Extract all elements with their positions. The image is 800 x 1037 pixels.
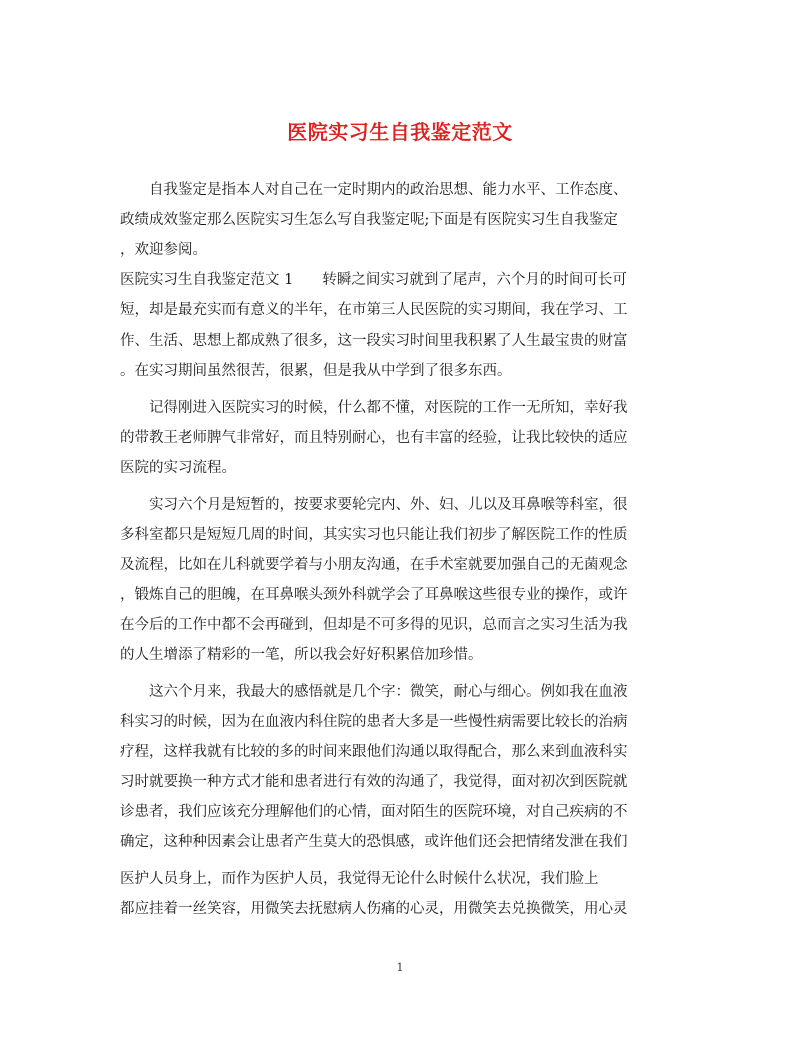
body-line: 自我鉴定是指本人对自己在一定时期内的政治思想、能力水平、工作态度、 <box>149 182 628 198</box>
body-line: 作、生活、思想上都成熟了很多，这一段实习时间里我积累了人生最宝贵的财富 <box>120 333 628 349</box>
body-line: 短，却是最充实而有意义的半年，在市第三人民医院的实习期间，我在学习、工 <box>120 302 628 318</box>
body-line: 习时就要换一种方式才能和患者进行有效的沟通了，我觉得，面对初次到医院就 <box>120 774 628 790</box>
body-line: 诊患者，我们应该充分理解他们的心情，面对陌生的医院环境，对自己疾病的不 <box>120 804 628 820</box>
body-line: 的人生增添了精彩的一笔，所以我会好好积累倍加珍惜。 <box>120 647 483 663</box>
body-line: 多科室都只是短短几周的时间，其实实习也只能让我们初步了解医院工作的性质 <box>120 527 628 543</box>
body-line: 疗程，这样我就有比较的多的时间来跟他们沟通以取得配合，那么来到血液科实 <box>120 744 628 760</box>
body-line: 医护人员身上，而作为医护人员，我觉得无论什么时候什么状况，我们脸上 <box>120 871 599 887</box>
body-line: 实习六个月是短暂的，按要求要轮完内、外、妇、儿以及耳鼻喉等科室，很 <box>149 497 628 513</box>
body-line: 科实习的时候，因为在血液内科住院的患者大多是一些慢性病需要比较长的治病 <box>120 714 628 730</box>
page-number: 1 <box>396 961 404 974</box>
body-line: ，欢迎参阅。 <box>120 242 207 258</box>
body-line: 的带教王老师脾气非常好，而且特别耐心，也有丰富的经验，让我比较快的适应 <box>120 430 628 446</box>
body-line: 。在实习期间虽然很苦，很累，但是我从中学到了很多东西。 <box>120 363 512 379</box>
body-line: 政绩成效鉴定那么医院实习生怎么写自我鉴定呢;下面是有医院实习生自我鉴定 <box>120 212 618 228</box>
body-line: 记得刚进入医院实习的时候，什么都不懂，对医院的工作一无所知，幸好我 <box>149 400 628 416</box>
body-line: 确定，这种种因素会让患者产生莫大的恐惧感，或许他们还会把情绪发泄在我们 <box>120 834 628 850</box>
body-line: ，锻炼自己的胆魄，在耳鼻喉头颈外科就学会了耳鼻喉这些很专业的操作，或许 <box>120 587 628 603</box>
document-title: 医院实习生自我鉴定范文 <box>287 120 513 144</box>
body-line: 都应挂着一丝笑容，用微笑去抚慰病人伤痛的心灵，用微笑去兑换微笑，用心灵 <box>120 901 628 917</box>
body-line: 医院实习生自我鉴定范文 1 转瞬之间实习就到了尾声，六个月的时间可长可 <box>120 272 627 288</box>
body-line: 在今后的工作中都不会再碰到，但却是不可多得的见识，总而言之实习生活为我 <box>120 617 628 633</box>
body-line: 医院的实习流程。 <box>120 460 236 476</box>
body-line: 这六个月来，我最大的感悟就是几个字：微笑，耐心与细心。例如我在血液 <box>149 684 628 700</box>
body-line: 及流程，比如在儿科就要学着与小朋友沟通，在手术室就要加强自己的无菌观念 <box>120 557 628 573</box>
